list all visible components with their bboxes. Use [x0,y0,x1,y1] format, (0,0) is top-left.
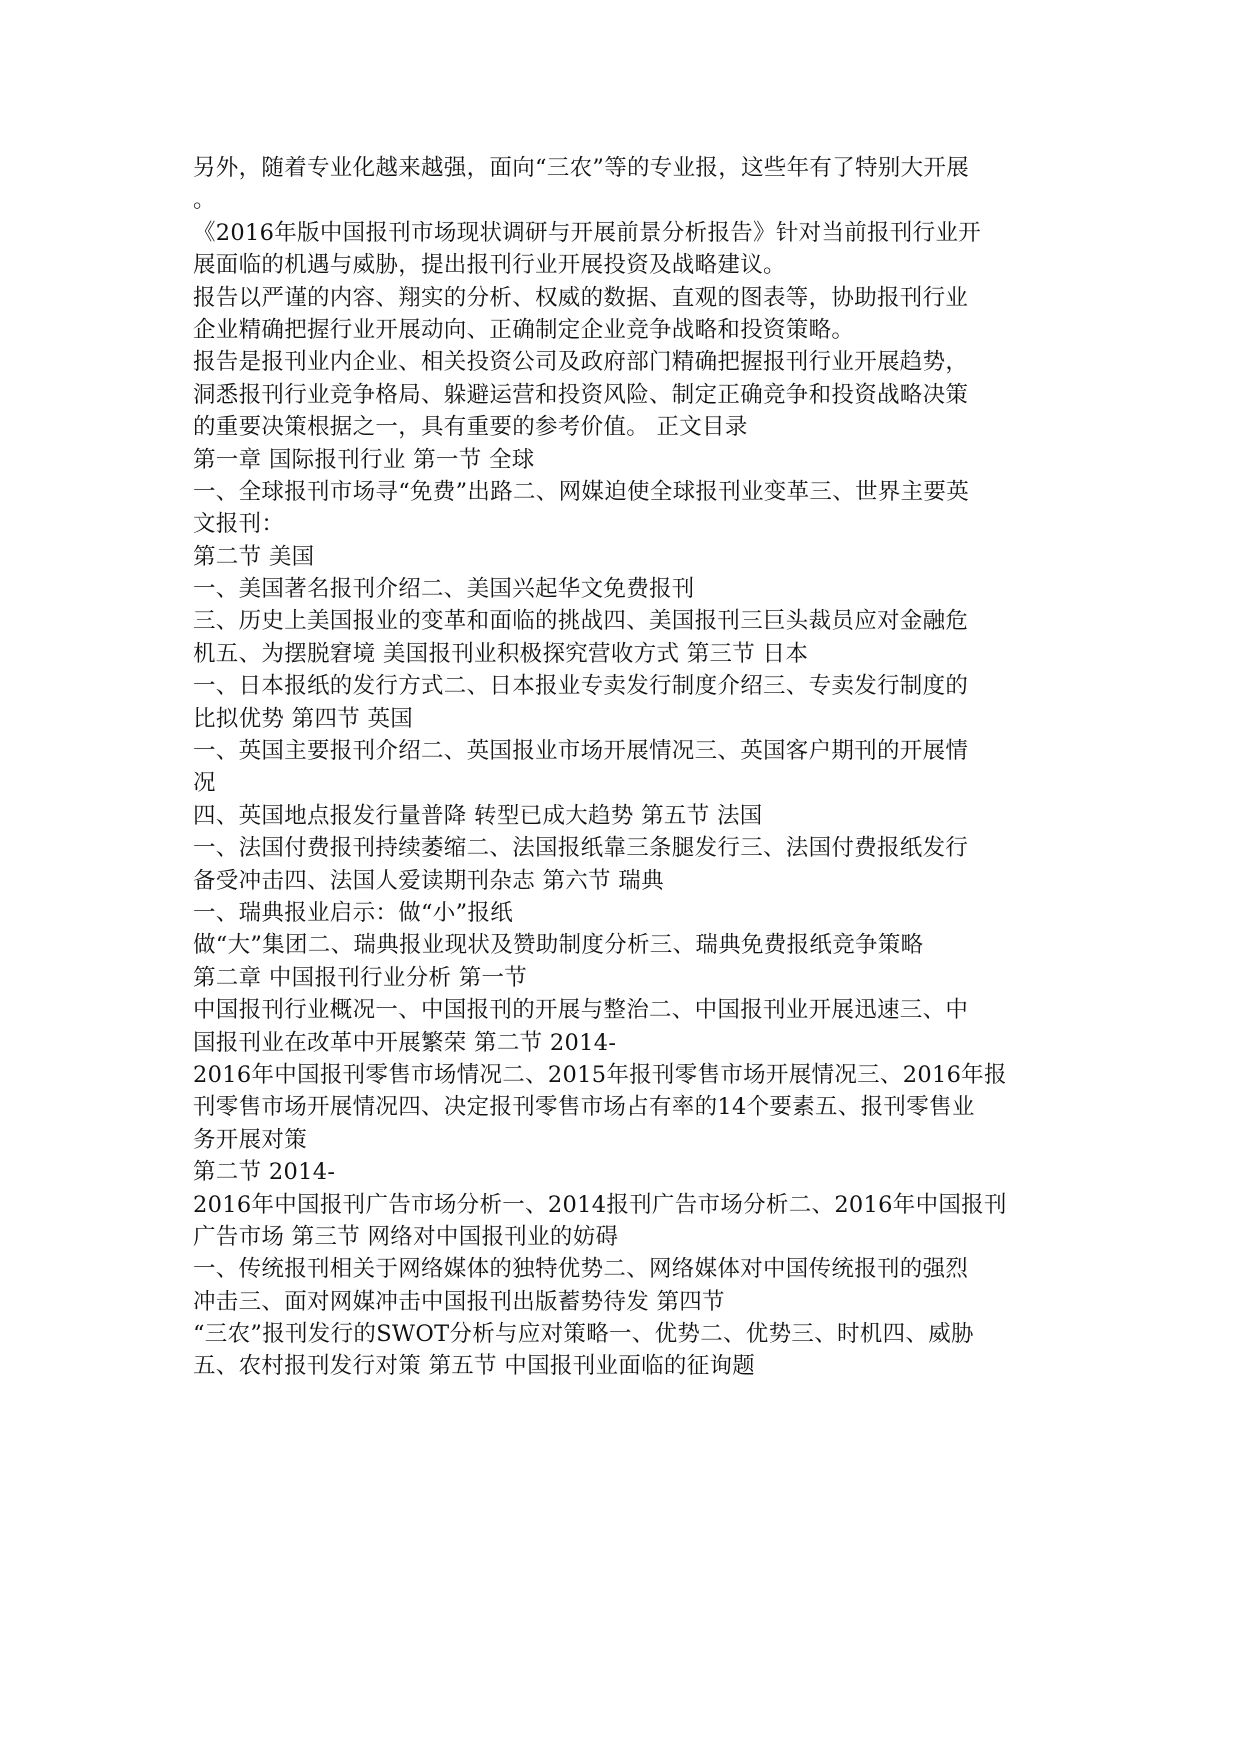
text-line: 备受冲击四、法国人爱读期刊杂志 第六节 瑞典 [193,867,664,894]
text-line: 《2016年版中国报刊市场现状调研与开展前景分析报告》针对当前报刊行业开 [193,219,982,246]
text-line: 一、法国付费报刊持续萎缩二、法国报纸靠三条腿发行三、法国付费报纸发行 [193,835,969,862]
text-line: 洞悉报刊行业竞争格局、躲避运营和投资风险、制定正确竞争和投资战略决策 [193,381,969,408]
text-line: 另外，随着专业化越来越强，面向“三农”等的专业报，这些年有了特别大开展 [193,155,970,181]
toc-section-heading: 第二节 美国 [193,543,315,570]
text-line: 文报刊： [193,511,285,538]
toc-chapter-heading: 第二章 中国报刊行业分析 第一节 [193,964,528,991]
text-line: 刊零售市场开展情况四、决定报刊零售市场占有率的14个要素五、报刊零售业 [193,1094,975,1121]
text-line: 做“大”集团二、瑞典报业现状及赞助制度分析三、瑞典免费报纸竞争策略 [193,932,924,959]
text-line: 2016年中国报刊零售市场情况二、2015年报刊零售市场开展情况三、2016年报 [193,1061,1007,1088]
text-line: 一、传统报刊相关于网络媒体的独特优势二、网络媒体对中国传统报刊的强烈 [193,1256,969,1283]
text-line: 报告是报刊业内企业、相关投资公司及政府部门精确把握报刊行业开展趋势， [193,349,969,376]
text-line: 一、瑞典报业启示：做“小”报纸 [193,899,514,926]
text-line: 广告市场 第三节 网络对中国报刊业的妨碍 [193,1223,619,1250]
text-line: 务开展对策 [193,1126,308,1153]
text-line: 比拟优势 第四节 英国 [193,705,414,732]
text-line: 的重要决策根据之一，具有重要的参考价值。 正文目录 [193,414,748,441]
text-line: 五、农村报刊发行对策 第五节 中国报刊业面临的征询题 [193,1353,756,1380]
text-line: 冲击三、面对网媒冲击中国报刊出版蓄势待发 第四节 [193,1288,725,1315]
toc-section-heading: 第二节 2014- [193,1159,336,1186]
text-line: 报告以严谨的内容、翔实的分析、权威的数据、直观的图表等，协助报刊行业 [193,284,969,311]
text-line: 四、英国地点报发行量普降 转型已成大趋势 第五节 法国 [193,802,763,829]
text-line: 企业精确把握行业开展动向、正确制定企业竞争战略和投资策略。 [193,316,855,343]
text-line: “三农”报刊发行的SWOT分析与应对策略一、优势二、优势三、时机四、威胁 [193,1321,974,1348]
text-line: 一、美国著名报刊介绍二、美国兴起华文免费报刊 [193,576,695,603]
text-line: 况 [193,770,216,797]
text-line: 中国报刊行业概况一、中国报刊的开展与整治二、中国报刊业开展迅速三、中 [193,997,969,1024]
text-line: 一、英国主要报刊介绍二、英国报业市场开展情况三、英国客户期刊的开展情 [193,738,969,765]
text-line: 一、日本报纸的发行方式二、日本报业专卖发行制度介绍三、专卖发行制度的 [193,673,969,700]
text-line: 展面临的机遇与威胁，提出报刊行业开展投资及战略建议。 [193,252,786,279]
text-line: 三、历史上美国报业的变革和面临的挑战四、美国报刊三巨头裁员应对金融危 [193,608,969,635]
text-line: 。 [193,187,216,214]
toc-chapter-heading: 第一章 国际报刊行业 第一节 全球 [193,446,535,473]
document-body [193,152,1053,1383]
text-line: 机五、为摆脱窘境 美国报刊业积极探究营收方式 第三节 日本 [193,640,809,667]
text-line: 国报刊业在改革中开展繁荣 第二节 2014- [193,1029,617,1056]
text-line: 2016年中国报刊广告市场分析一、2014报刊广告市场分析二、2016年中国报刊 [193,1191,1007,1218]
text-line: 一、全球报刊市场寻“免费”出路二、网媒迫使全球报刊业变革三、世界主要英 [193,478,970,505]
